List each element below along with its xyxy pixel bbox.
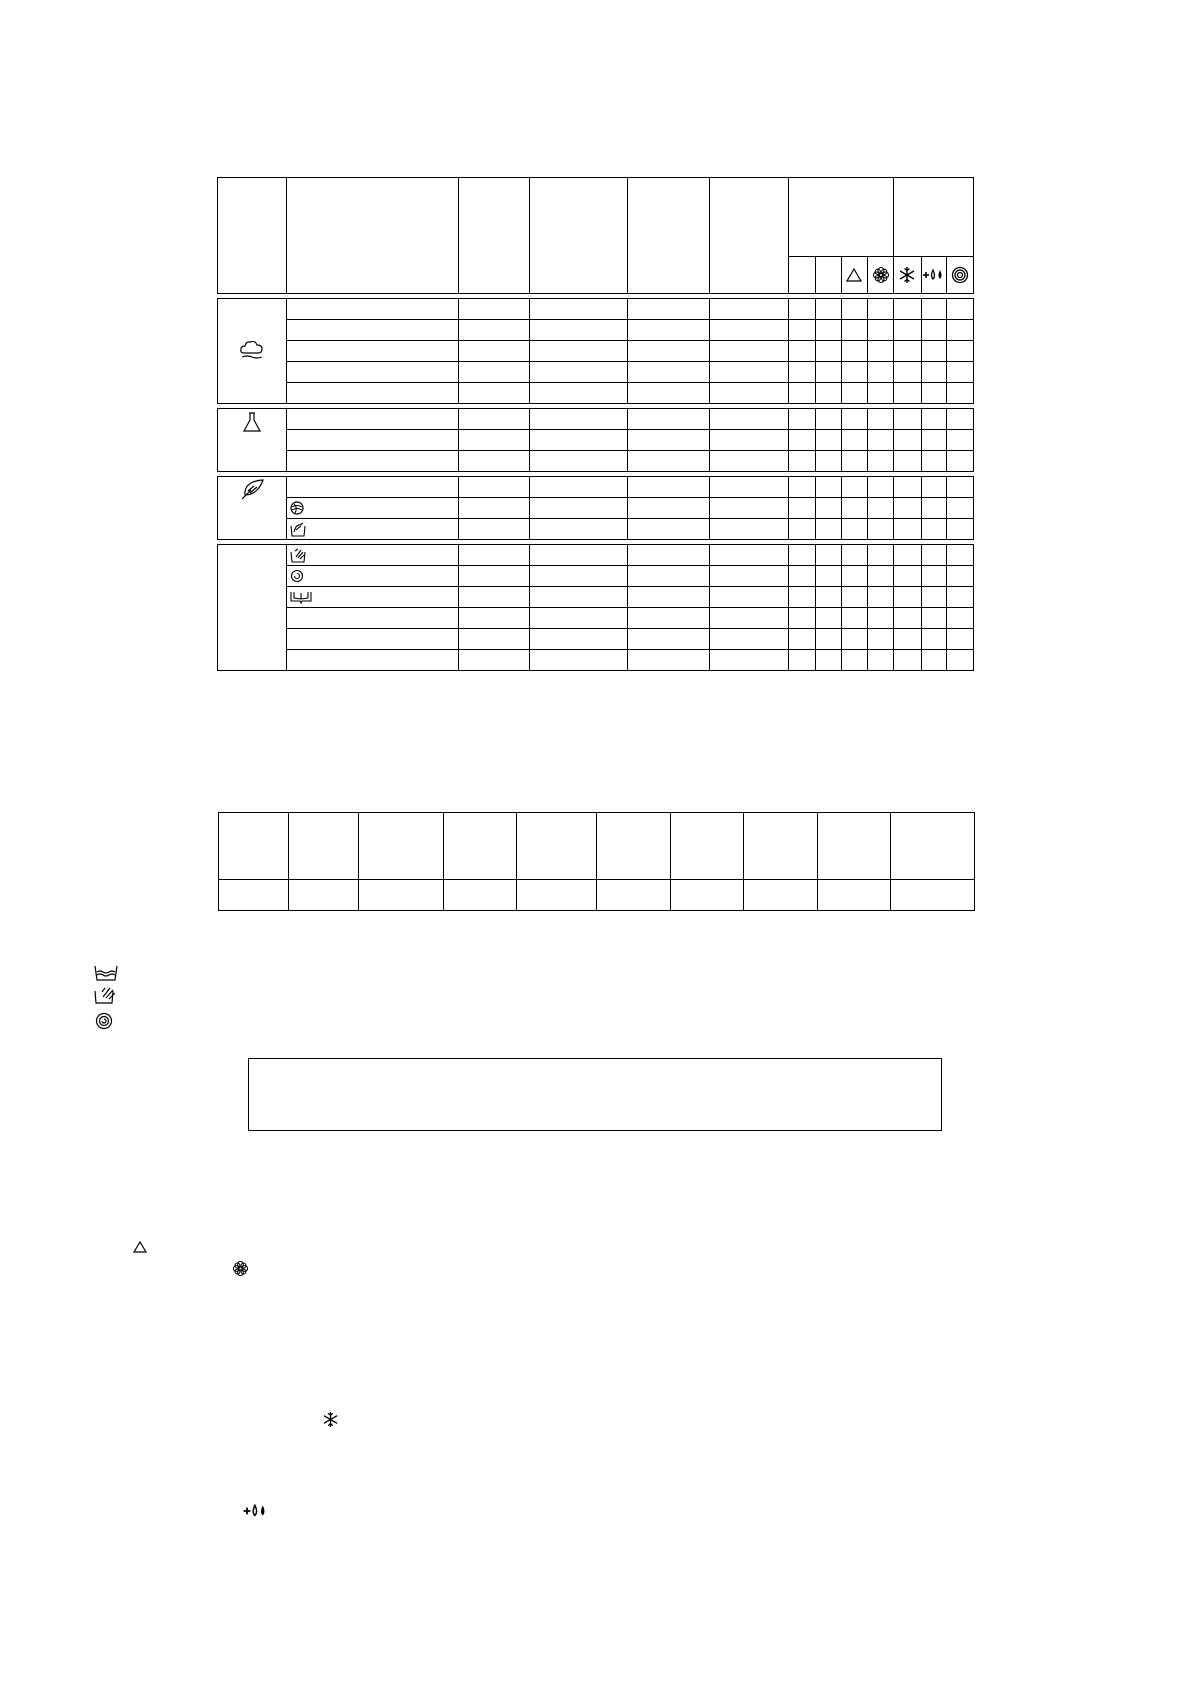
flower-icon	[868, 257, 894, 294]
header-cell	[815, 257, 841, 294]
table-row	[218, 498, 974, 519]
table-row	[218, 341, 974, 362]
table-row	[218, 451, 974, 472]
table-row	[218, 608, 974, 629]
table-header-row	[218, 178, 974, 257]
tub-sprinkle-icon	[286, 545, 458, 566]
table-row	[218, 587, 974, 608]
flower-icon	[232, 1260, 249, 1282]
program-table	[217, 177, 974, 671]
header-cell	[458, 178, 530, 294]
table-row	[218, 362, 974, 383]
triangle-icon	[133, 1240, 147, 1258]
spin-small-icon	[286, 566, 458, 587]
header-cell	[789, 178, 894, 257]
table-row	[218, 383, 974, 404]
consumption-table	[218, 812, 975, 911]
header-cell	[789, 257, 815, 294]
group-cell	[218, 545, 287, 671]
header-cell	[628, 178, 710, 294]
wool-ball-icon	[286, 498, 458, 519]
table-row	[218, 409, 974, 430]
spiral-icon	[95, 1012, 113, 1035]
table-row	[219, 880, 975, 911]
table-row	[218, 566, 974, 587]
plus-drops-icon	[921, 257, 946, 294]
table-row	[218, 430, 974, 451]
feather-icon	[218, 477, 287, 540]
table-row	[218, 477, 974, 498]
header-cell	[286, 178, 458, 294]
flask-icon	[218, 409, 287, 472]
cloud-steam-icon	[218, 299, 287, 404]
tub-sprinkle-icon	[94, 986, 116, 1009]
table-row	[218, 650, 974, 671]
header-cell	[709, 178, 789, 294]
header-cell	[894, 178, 974, 257]
plus-drops-icon	[240, 1502, 272, 1525]
table-header-row	[219, 813, 975, 880]
basin-icon	[94, 965, 118, 986]
header-cell	[218, 178, 287, 294]
table-row	[218, 629, 974, 650]
book-icon	[286, 587, 458, 608]
note-box	[248, 1058, 942, 1131]
table-row	[218, 519, 974, 540]
snowflake-icon	[894, 257, 921, 294]
snowflake-icon	[322, 1411, 339, 1433]
spiral-icon	[946, 257, 973, 294]
handwash-icon	[286, 519, 458, 540]
triangle-icon	[841, 257, 867, 294]
table-row	[218, 299, 974, 320]
table-row	[218, 320, 974, 341]
table-row	[218, 545, 974, 566]
header-cell	[530, 178, 628, 294]
